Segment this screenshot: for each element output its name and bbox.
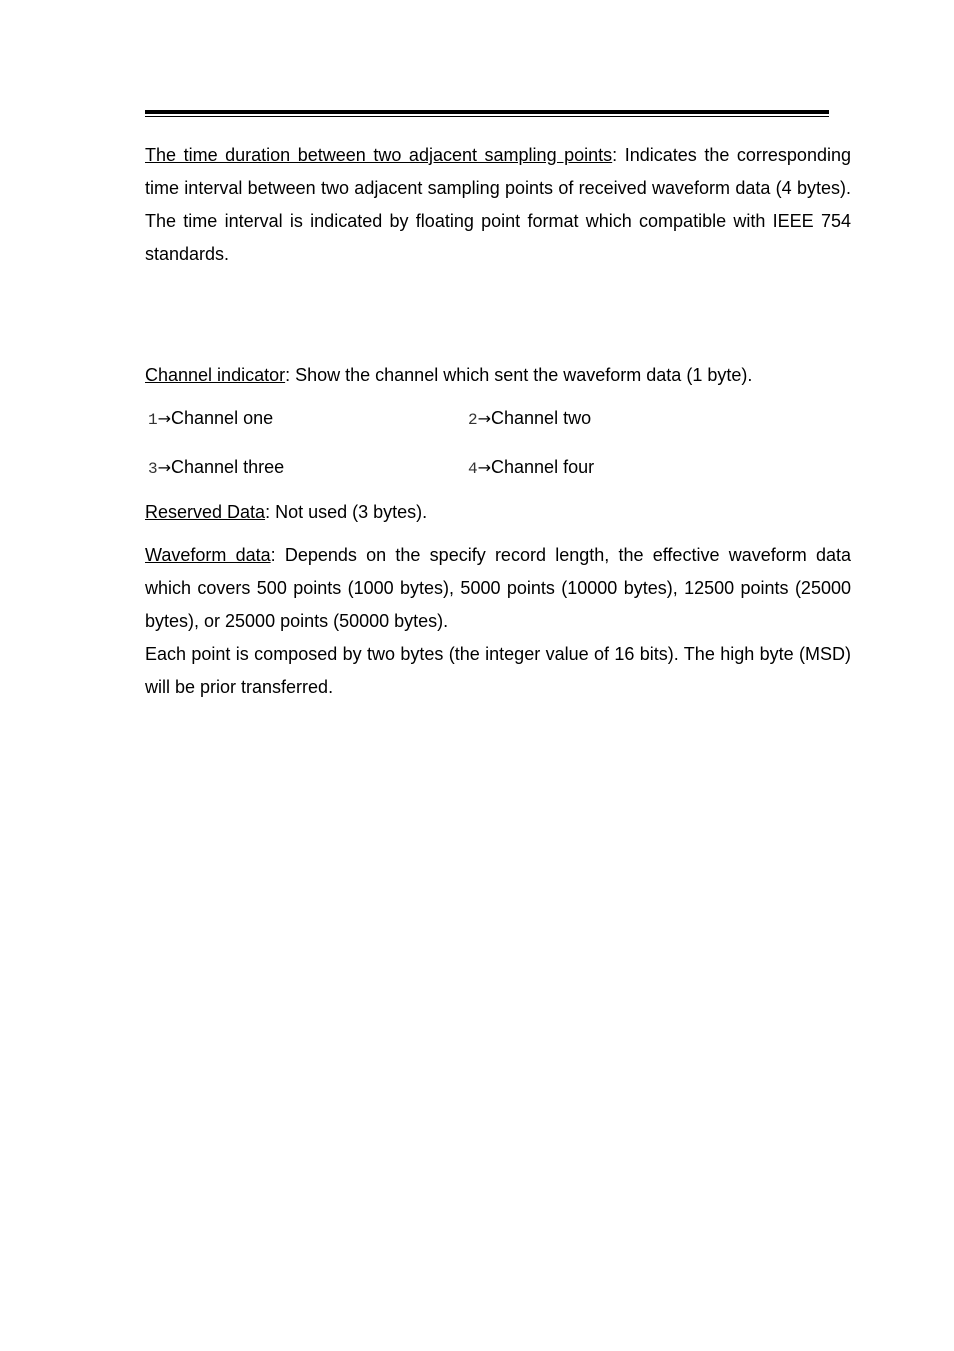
channel-label: Channel two bbox=[491, 408, 592, 428]
channel-indicator-paragraph bbox=[145, 359, 851, 392]
channel-indicator-term: Channel indicator bbox=[145, 365, 286, 385]
channel-label: Channel one bbox=[171, 408, 274, 428]
waveform-data-note: Each point is composed by two bytes (the integer value of 16 bits). The high byte (MSD) will be prior transferred. bbox=[145, 644, 851, 697]
channel-number: 2 bbox=[468, 411, 478, 429]
arrow-icon: → bbox=[157, 409, 172, 428]
waveform-data-paragraph bbox=[145, 539, 851, 638]
header-rule-thin bbox=[145, 116, 829, 117]
sampling-interval-paragraph bbox=[145, 139, 851, 271]
channel-number: 3 bbox=[148, 460, 158, 478]
reserved-data-term: Reserved Data bbox=[145, 502, 266, 522]
channel-number: 4 bbox=[468, 460, 478, 478]
document-body bbox=[145, 139, 851, 704]
reserved-data-description: : Not used (3 bytes). bbox=[265, 502, 428, 522]
channel-item-4 bbox=[465, 451, 851, 486]
channel-label: Channel three bbox=[171, 457, 285, 477]
channel-number: 1 bbox=[148, 411, 158, 429]
arrow-icon: → bbox=[477, 409, 492, 428]
reserved-data-paragraph bbox=[145, 496, 851, 529]
sampling-interval-term: The time duration between two adjacent sampling points bbox=[145, 145, 613, 165]
waveform-data-description: : Depends on the specify record length, the effective waveform data which covers 500 points (1000 bytes), 5000 points (10000 bytes), 12500 points (25000 bytes), or 25000 points (50000 bytes). bbox=[145, 545, 851, 631]
arrow-icon: → bbox=[157, 458, 172, 477]
sampling-interval-description: : Indicates the corresponding time interval between two adjacent sampling points of received waveform data (4 bytes). The time interval is indicated by floating point format which compatible with IEEE 754 standards. bbox=[145, 145, 851, 264]
channel-item-3 bbox=[145, 451, 465, 486]
channel-list bbox=[145, 402, 851, 486]
header-rule bbox=[145, 110, 829, 114]
channel-label: Channel four bbox=[491, 457, 595, 477]
section-spacer bbox=[145, 271, 851, 359]
paragraph-gap bbox=[145, 529, 851, 539]
channel-item-1 bbox=[145, 402, 465, 437]
channel-item-2 bbox=[465, 402, 851, 437]
waveform-data-term: Waveform data bbox=[145, 545, 271, 565]
arrow-icon: → bbox=[477, 458, 492, 477]
channel-indicator-description: : Show the channel which sent the waveform data (1 byte). bbox=[285, 365, 753, 385]
